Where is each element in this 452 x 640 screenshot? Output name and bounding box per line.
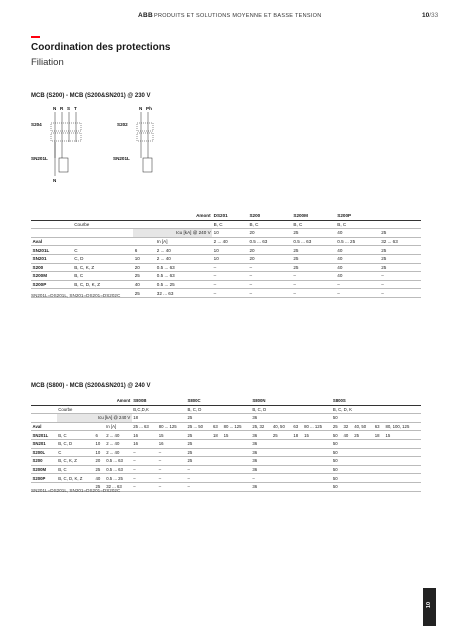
- table-cell: 25: [186, 448, 251, 457]
- table-cell: 40: [336, 263, 380, 272]
- table-cell: 36: [251, 439, 331, 448]
- table-cell: 50: [331, 482, 421, 491]
- icu-val: 40: [336, 229, 380, 238]
- header-title: PRODUITS ET SOLUTIONS MOYENNE ET BASSE TENSION: [154, 12, 322, 19]
- abb-logo: ABB: [138, 12, 153, 19]
- table-cell: 25: [271, 431, 292, 440]
- table-cell: 40, 50: [353, 422, 374, 431]
- courbe: B, C, D: [251, 405, 331, 414]
- table-cell: –: [292, 289, 336, 298]
- table-row: [31, 254, 421, 263]
- line-n-left: N: [53, 106, 57, 111]
- table-cell: 6: [133, 246, 155, 255]
- table-cell: SN201: [31, 439, 57, 448]
- courbe-label: Courbe: [73, 220, 134, 229]
- table-cell: –: [212, 289, 248, 298]
- table-cell: –: [212, 272, 248, 281]
- courbe: B, C: [248, 220, 292, 229]
- page-subtitle: Filiation: [31, 57, 64, 68]
- table-cell: 2 ... 40: [105, 439, 132, 448]
- section1-title: MCB (S200) - MCB (S200&SN201) @ 230 V: [31, 93, 151, 99]
- table-cell: 25: [94, 465, 105, 474]
- section1-note: SN201L=DS201L, SN201=DS201=DS202C: [31, 293, 121, 298]
- amont-label: Amont: [31, 212, 212, 220]
- table-cell: 25 ... 63: [132, 422, 157, 431]
- table-cell: –: [248, 272, 292, 281]
- label-n: N: [53, 178, 57, 183]
- table-cell: 25, 32: [251, 422, 272, 431]
- table-cell: 20: [248, 246, 292, 255]
- icu-val: 20: [248, 229, 292, 238]
- table-cell: 25: [186, 431, 211, 440]
- table-cell: 18: [292, 431, 303, 440]
- icu-val: 25: [292, 229, 336, 238]
- courbe: B, C, D: [186, 405, 251, 414]
- in-val: 32 ... 63: [380, 237, 421, 246]
- table-cell: –: [157, 457, 186, 466]
- table-cell: –: [212, 280, 248, 289]
- table-cell: 10: [133, 254, 155, 263]
- table-cell: B, C, D, K, Z: [73, 280, 134, 289]
- table-cell: 0.5 ... 63: [105, 457, 132, 466]
- table-cell: 0.5 ... 63: [155, 263, 212, 272]
- icu-val: 18: [132, 414, 186, 423]
- table-cell: C: [57, 448, 94, 457]
- table-cell: 2 ... 40: [155, 254, 212, 263]
- icu-val: 25: [380, 229, 421, 238]
- in-val: 2 ... 40: [212, 237, 248, 246]
- table-cell: 16: [157, 439, 186, 448]
- icu-label: Icu [kA] @ 240 V: [57, 414, 132, 423]
- table-cell: 36: [251, 448, 331, 457]
- table-cell: 20: [248, 254, 292, 263]
- page-number: 10/33: [422, 12, 439, 19]
- table-cell: B, C: [57, 431, 94, 440]
- table-cell: 16: [132, 431, 157, 440]
- table-cell: 25: [380, 246, 421, 255]
- col-head: S800C: [186, 397, 251, 405]
- section2-table: [31, 397, 421, 492]
- label-s204: S204: [31, 122, 42, 127]
- col-head: S200: [248, 212, 292, 220]
- table-cell: –: [157, 465, 186, 474]
- table-cell: 50: [331, 465, 421, 474]
- table-cell: 80, 100, 125: [384, 422, 421, 431]
- in-val: 0.5 ... 25: [336, 237, 380, 246]
- line-ph: Ph: [146, 106, 152, 111]
- table-cell: S200: [31, 457, 57, 466]
- table-cell: 50: [331, 457, 421, 466]
- table-cell: 10: [212, 254, 248, 263]
- accent-bar: [31, 36, 40, 38]
- in-label: In [A]: [105, 422, 132, 431]
- table-cell: 25: [94, 482, 105, 491]
- table-cell: S200L: [31, 448, 57, 457]
- table-cell: 20: [94, 457, 105, 466]
- table-cell: 25: [380, 263, 421, 272]
- table-cell: 25: [292, 254, 336, 263]
- table-cell: SN201: [31, 254, 73, 263]
- section2-title: MCB (S800) - MCB (S200&SN201) @ 240 V: [31, 383, 151, 389]
- table-cell: C: [73, 246, 134, 255]
- line-t: T: [74, 106, 77, 111]
- aval-label: Aval: [31, 422, 57, 431]
- table-cell: –: [132, 465, 157, 474]
- table-cell: –: [336, 289, 380, 298]
- table-cell: 25: [186, 457, 251, 466]
- table-cell: 16: [132, 439, 157, 448]
- table-cell: 40: [342, 431, 353, 440]
- table-row: [31, 431, 421, 440]
- col-head: S200M: [292, 212, 336, 220]
- icu-label: Icu [kA] @ 240 V: [133, 229, 212, 238]
- col-head: S200P: [336, 212, 421, 220]
- table-cell: B, C, D, K, Z: [57, 474, 94, 483]
- table-cell: –: [186, 465, 251, 474]
- icu-val: 36: [251, 414, 331, 423]
- table-cell: –: [380, 289, 421, 298]
- table-cell: 18: [373, 431, 384, 440]
- table-cell: S200M: [31, 465, 57, 474]
- table-cell: 40: [133, 280, 155, 289]
- table-cell: 50: [331, 474, 421, 483]
- table-cell: B, C: [57, 465, 94, 474]
- table-cell: 40, 50: [271, 422, 292, 431]
- table-cell: –: [157, 482, 186, 491]
- icu-val: 25: [186, 414, 251, 423]
- table-cell: 2 ... 40: [105, 431, 132, 440]
- table-cell: –: [292, 280, 336, 289]
- table-cell: 80 ... 125: [157, 422, 186, 431]
- table-cell: 80 ... 125: [222, 422, 251, 431]
- table-cell: SN201L: [31, 431, 57, 440]
- table-row: [31, 457, 421, 466]
- col-head: S800S: [331, 397, 421, 405]
- table-row: [31, 246, 421, 255]
- table-cell: 10: [94, 439, 105, 448]
- col-head: S800B: [132, 397, 186, 405]
- table-cell: 32 ... 63: [155, 289, 212, 298]
- table-cell: SN201L: [31, 246, 73, 255]
- table-cell: S200: [31, 263, 73, 272]
- wiring-diagram: [31, 104, 171, 184]
- table-cell: 25 ... 50: [186, 422, 211, 431]
- table-cell: 63: [373, 422, 384, 431]
- table-row: [31, 448, 421, 457]
- table-cell: –: [336, 280, 380, 289]
- label-sn201l-left: SN201L: [31, 156, 48, 161]
- icu-val: 10: [212, 229, 248, 238]
- table-cell: 15: [222, 431, 251, 440]
- table-cell: 0.5 ... 63: [105, 465, 132, 474]
- table-row: [31, 263, 421, 272]
- amont-label: Amont: [31, 397, 132, 405]
- table-cell: –: [186, 482, 251, 491]
- line-s: S: [67, 106, 71, 111]
- table-cell: –: [248, 263, 292, 272]
- table-cell: 18: [211, 431, 222, 440]
- table-cell: 50: [331, 448, 421, 457]
- table-cell: S200P: [31, 474, 57, 483]
- table-cell: 15: [303, 431, 332, 440]
- table-cell: 25: [353, 431, 374, 440]
- table-cell: 50: [331, 439, 421, 448]
- table-cell: 25: [380, 254, 421, 263]
- table-cell: 0.5 ... 63: [155, 272, 212, 281]
- table-row: [31, 439, 421, 448]
- table-cell: B, C: [73, 272, 134, 281]
- table-cell: 25: [292, 246, 336, 255]
- table-cell: 36: [251, 457, 331, 466]
- courbe: B, C: [336, 220, 421, 229]
- courbe: B, C, D, K: [331, 405, 421, 414]
- page-title: Coordination des protections: [31, 42, 171, 53]
- table-cell: 0.5 ... 25: [155, 280, 212, 289]
- table-cell: 36: [251, 482, 331, 491]
- aval-label: Aval: [31, 237, 73, 246]
- table-cell: 40: [336, 272, 380, 281]
- courbe-label: Courbe: [57, 405, 94, 414]
- table-cell: –: [292, 272, 336, 281]
- table-row: [31, 474, 421, 483]
- label-s202: S202: [117, 122, 128, 127]
- table-cell: S200M: [31, 272, 73, 281]
- table-cell: 25: [133, 289, 155, 298]
- table-cell: 2 ... 40: [155, 246, 212, 255]
- table-cell: 50: [331, 431, 342, 440]
- table-cell: 25: [331, 422, 342, 431]
- table-cell: 80 ... 125: [303, 422, 332, 431]
- table-cell: 32: [342, 422, 353, 431]
- in-val: 0.5 ... 63: [292, 237, 336, 246]
- table-cell: 15: [157, 431, 186, 440]
- table-cell: –: [157, 448, 186, 457]
- in-val: 0.5 ... 63: [248, 237, 292, 246]
- table-cell: C, D: [73, 254, 134, 263]
- table-cell: 2 ... 40: [105, 448, 132, 457]
- side-tab: 10: [423, 588, 436, 626]
- table-cell: 40: [336, 246, 380, 255]
- table-cell: B, C, K, Z: [73, 263, 134, 272]
- table-cell: 32 ... 63: [105, 482, 132, 491]
- table-cell: 63: [292, 422, 303, 431]
- section1-table: [31, 212, 421, 298]
- table-cell: 10: [212, 246, 248, 255]
- table-cell: –: [248, 289, 292, 298]
- page-header: [0, 12, 452, 24]
- col-head: DS201: [212, 212, 248, 220]
- courbe: B, C: [212, 220, 248, 229]
- table-cell: 40: [336, 254, 380, 263]
- table-row: [31, 280, 421, 289]
- table-cell: B, C, D: [57, 439, 94, 448]
- label-sn201l-right: SN201L: [113, 156, 130, 161]
- table-cell: 6: [94, 431, 105, 440]
- table-row: [31, 465, 421, 474]
- table-cell: –: [132, 482, 157, 491]
- table-cell: 10: [94, 448, 105, 457]
- table-cell: –: [251, 474, 331, 483]
- table-cell: 20: [133, 263, 155, 272]
- icu-val: 50: [331, 414, 421, 423]
- courbe: B, C: [292, 220, 336, 229]
- table-cell: 25: [133, 272, 155, 281]
- section2-note: SN201L=DS201L, SN201=DS201=DS202C: [31, 488, 121, 493]
- courbe: B,C,D,K: [132, 405, 186, 414]
- table-cell: 25: [292, 263, 336, 272]
- line-r: R: [60, 106, 64, 111]
- table-cell: 36: [251, 465, 331, 474]
- table-cell: –: [380, 280, 421, 289]
- table-cell: B, C, K, Z: [57, 457, 94, 466]
- table-cell: 63: [211, 422, 222, 431]
- table-cell: 36: [251, 431, 272, 440]
- in-label: In [A]: [155, 237, 212, 246]
- table-cell: –: [248, 280, 292, 289]
- table-cell: 15: [384, 431, 421, 440]
- table-cell: –: [380, 272, 421, 281]
- table-cell: 40: [94, 474, 105, 483]
- table-cell: 0.5 ... 25: [105, 474, 132, 483]
- table-cell: –: [186, 474, 251, 483]
- table-cell: S200P: [31, 280, 73, 289]
- col-head: S800N: [251, 397, 331, 405]
- table-cell: –: [157, 474, 186, 483]
- table-cell: –: [132, 448, 157, 457]
- table-cell: –: [132, 457, 157, 466]
- table-cell: –: [132, 474, 157, 483]
- table-cell: 25: [186, 439, 251, 448]
- table-row: [31, 272, 421, 281]
- line-n-right: N: [139, 106, 143, 111]
- table-cell: –: [212, 263, 248, 272]
